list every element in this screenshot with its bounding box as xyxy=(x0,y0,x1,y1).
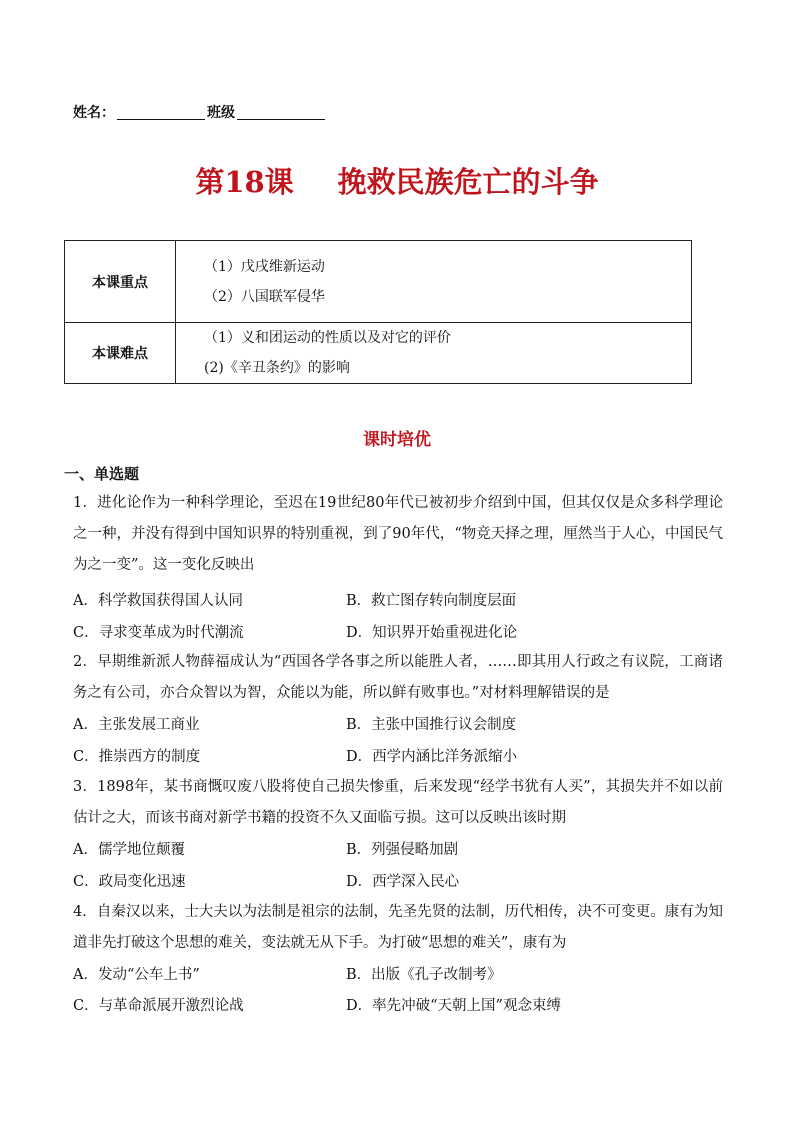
class-label: 班级 xyxy=(207,105,235,121)
name-label: 姓名： xyxy=(73,105,115,121)
option-d[interactable]: D．知识界开始重视进化论 xyxy=(346,625,518,641)
option-b[interactable]: B．出版《孔子改制考》 xyxy=(346,967,502,983)
section-title: 课时培优 xyxy=(363,430,431,450)
difficult-points-cell xyxy=(176,323,692,384)
key-points-table xyxy=(64,240,692,384)
option-d[interactable]: D．率先冲破“天朝上国”观念束缚 xyxy=(346,998,561,1014)
lesson-number: 第18课 xyxy=(195,165,294,199)
table-row xyxy=(65,323,692,384)
option-b[interactable]: B．主张中国推行议会制度 xyxy=(346,717,517,733)
name-blank[interactable] xyxy=(117,105,205,120)
key-point-item: （1）戊戌维新运动 xyxy=(204,258,325,275)
option-b[interactable]: B．救亡图存转向制度层面 xyxy=(346,593,517,609)
option-a[interactable]: A．主张发展工商业 xyxy=(73,717,200,733)
option-d[interactable]: D．西学内涵比洋务派缩小 xyxy=(346,749,518,765)
key-points-label: 本课重点 xyxy=(65,241,176,323)
option-a[interactable]: A．儒学地位颠覆 xyxy=(73,842,185,858)
class-blank[interactable] xyxy=(237,105,325,120)
question-stem: 2．早期维新派人物薛福成认为“西国各学各事之所以能胜人者，……即其用人行政之有议院，工商诸务之有公司，亦合众智以为智，众能以为能，所以鲜有败事也。”对材料理解错误的是 xyxy=(73,654,723,701)
question-stem: 1．进化论作为一种科学理论，至迟在19世纪80年代已被初步介绍到中国，但其仅仅是众多科学理论之一种，并没有得到中国知识界的特别重视，到了90年代，“物竞天择之理，厘然当于人心，中国民气为之一变”。这一变化反映出 xyxy=(73,495,723,573)
difficult-point-item: (2)《辛丑条约》的影响 xyxy=(204,360,350,376)
difficult-point-item: （1）义和团运动的性质以及对它的评价 xyxy=(204,330,451,346)
table-row xyxy=(65,241,692,323)
question-stem: 4．自秦汉以来，士大夫以为法制是祖宗的法制，先圣先贤的法制，历代相传，决不可变更。康有为知道非先打破这个思想的难关，变法就无从下手。为打破“思想的难关”，康有为 xyxy=(73,904,723,951)
key-point-item: （2）八国联军侵华 xyxy=(204,288,325,305)
page-title xyxy=(0,160,794,201)
option-c[interactable]: C．寻求变革成为时代潮流 xyxy=(73,625,244,641)
option-a[interactable]: A．科学救国获得国人认同 xyxy=(73,593,243,609)
option-c[interactable]: C．与革命派展开激烈论战 xyxy=(73,998,244,1014)
option-d[interactable]: D．西学深入民心 xyxy=(346,874,460,890)
student-info-line xyxy=(73,102,325,122)
option-b[interactable]: B．列强侵略加剧 xyxy=(346,842,459,858)
key-points-cell xyxy=(176,241,692,323)
option-a[interactable]: A．发动“公车上书” xyxy=(73,967,200,983)
question-type-heading: 一、单选题 xyxy=(64,465,140,483)
option-c[interactable]: C．政局变化迅速 xyxy=(73,874,186,890)
difficult-points-label: 本课难点 xyxy=(65,323,176,384)
lesson-name: 挽救民族危亡的斗争 xyxy=(337,165,599,199)
option-c[interactable]: C．推崇西方的制度 xyxy=(73,749,201,765)
question-stem: 3．1898年，某书商慨叹废八股将使自己损失惨重，后来发现“经学书犹有人买”，其损失并不如以前估计之大，而该书商对新学书籍的投资不久又面临亏损。这可以反映出该时期 xyxy=(73,779,723,826)
